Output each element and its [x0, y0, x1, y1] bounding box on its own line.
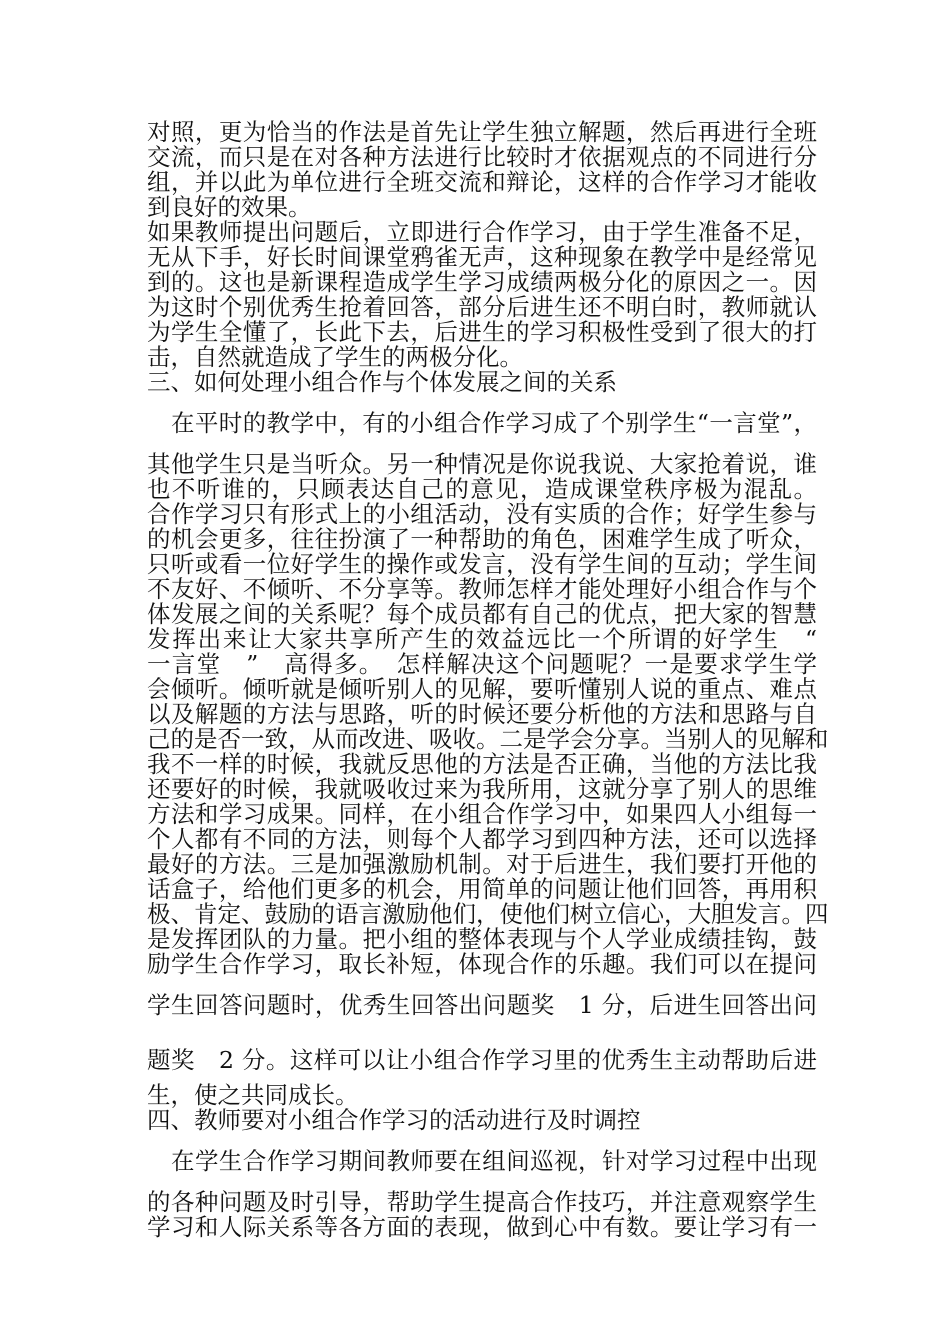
text-line: 最好的方法。三是加强激励机制。对于后进生，我们要打开他的 [147, 850, 817, 878]
text-line: 励学生合作学习，取长补短，体现合作的乐趣。我们可以在提问 [147, 950, 817, 978]
text-line: 话盒子，给他们更多的机会，用简单的问题让他们回答，再用积 [147, 875, 817, 903]
text-line: 学习和人际关系等各方面的表现，做到心中有数。要让学习有一 [147, 1213, 817, 1241]
text-line: 为学生全懂了，长此下去，后进生的学习积极性受到了很大的打 [147, 318, 817, 346]
document-page [147, 118, 829, 1241]
text-line: 也不听谁的，只顾表达自己的意见，造成课堂秩序极为混乱。 [147, 475, 817, 503]
text-line: 合作学习只有形式上的小组活动，没有实质的合作；好学生参与 [147, 500, 817, 528]
text-line: 其他学生只是当听众。另一种情况是你说我说、大家抢着说，谁 [147, 450, 817, 478]
text-line: 生，使之共同成长。 [147, 1081, 359, 1109]
text-line: 个人都有不同的方法，则每个人都学习到四种方法，还可以选择 [147, 825, 817, 853]
section-heading: 三、如何处理小组合作与个体发展之间的关系 [147, 368, 617, 396]
text-line: 在平时的教学中，有的小组合作学习成了个别学生“一言堂”， [171, 409, 817, 437]
text-line: 无从下手，好长时间课堂鸦雀无声，这种现象在教学中是经常见 [147, 243, 817, 271]
text-line: 会倾听。倾听就是倾听别人的见解，要听懂别人说的重点、难点 [147, 675, 817, 703]
text-line: 发挥出来让大家共享所产生的效益远比一个所谓的好学生 “ [147, 625, 817, 653]
text-line: 以及解题的方法与思路，听的时候还要分析他的方法和思路与自 [147, 700, 817, 728]
text-line: 学生回答问题时，优秀生回答出问题奖 1 分，后进生回答出问 [147, 991, 817, 1019]
section-heading: 四、教师要对小组合作学习的活动进行及时调控 [147, 1106, 641, 1134]
text-line: 极、肯定、鼓励的语言激励他们，使他们树立信心，大胆发言。四 [147, 900, 829, 928]
text-line: 为这时个别优秀生抢着回答，部分后进生还不明白时，教师就认 [147, 293, 817, 321]
text-line: 一言堂 ” 高得多。 怎样解决这个问题呢？一是要求学生学 [147, 650, 817, 678]
text-line: 的各种问题及时引导，帮助学生提高合作技巧，并注意观察学生 [147, 1188, 817, 1216]
text-line: 在学生合作学习期间教师要在组间巡视，针对学习过程中出现 [171, 1147, 817, 1175]
text-line: 我不一样的时候，我就反思他的方法是否正确，当他的方法比我 [147, 750, 817, 778]
text-line: 己的是否一致，从而改进、吸收。二是学会分享。当别人的见解和 [147, 725, 829, 753]
text-line: 体发展之间的关系呢？每个成员都有自己的优点，把大家的智慧 [147, 600, 817, 628]
text-line: 还要好的时候，我就吸收过来为我所用，这就分享了别人的思维 [147, 775, 817, 803]
text-line: 到的。这也是新课程造成学生学习成绩两极分化的原因之一。因 [147, 268, 817, 296]
text-line: 到良好的效果。 [147, 193, 312, 221]
text-line: 交流，而只是在对各种方法进行比较时才依据观点的不同进行分 [147, 143, 817, 171]
text-line: 组，并以此为单位进行全班交流和辩论，这样的合作学习才能收 [147, 168, 817, 196]
text-line: 击，自然就造成了学生的两极分化。 [147, 343, 523, 371]
text-line: 只听或看一位好学生的操作或发言，没有学生间的互动；学生间 [147, 550, 817, 578]
text-line: 对照，更为恰当的作法是首先让学生独立解题，然后再进行全班 [147, 118, 817, 146]
text-line: 不友好、不倾听、不分享等。教师怎样才能处理好小组合作与个 [147, 575, 817, 603]
text-line: 如果教师提出问题后，立即进行合作学习，由于学生准备不足， [147, 218, 817, 246]
text-line: 是发挥团队的力量。把小组的整体表现与个人学业成绩挂钩，鼓 [147, 925, 817, 953]
text-line: 的机会更多，往往扮演了一种帮助的角色，困难学生成了听众， [147, 525, 817, 553]
text-line: 方法和学习成果。同样，在小组合作学习中，如果四人小组每一 [147, 800, 817, 828]
text-line: 题奖 2 分。这样可以让小组合作学习里的优秀生主动帮助后进 [147, 1046, 817, 1074]
